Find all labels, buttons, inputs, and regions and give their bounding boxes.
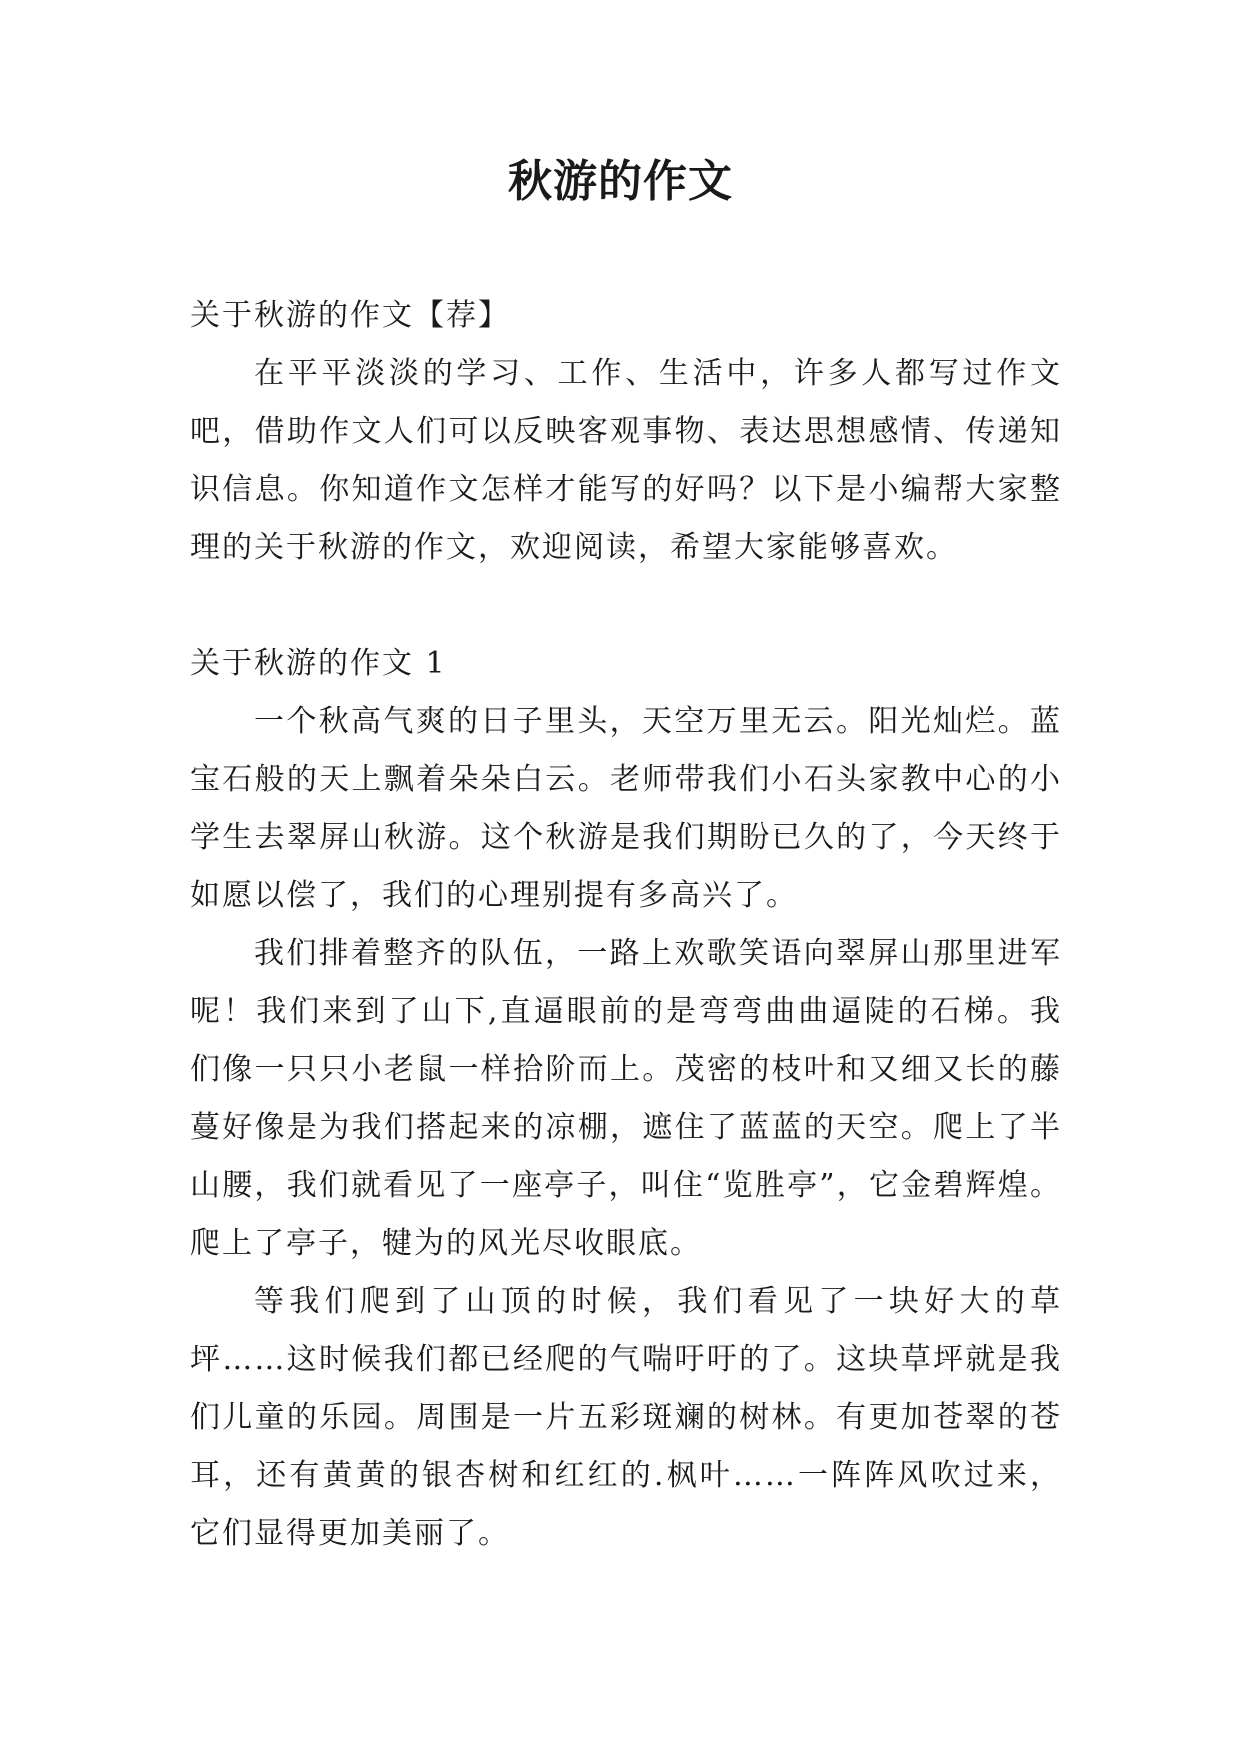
body-paragraph-2: 我们排着整齐的队伍，一路上欢歌笑语向翠屏山那里进军呢！我们来到了山下,直逼眼前的是弯弯曲曲逼陡的石梯。我们像一只只小老鼠一样拾阶而上。茂密的枝叶和又细又长的藤蔓好像是为我们搭起来的凉棚，遮住了蓝蓝的天空。爬上了半山腰，我们就看见了一座亭子，叫住“览胜亭”，它金碧辉煌。爬上了亭子，犍为的风光尽收眼底。 [190,936,1062,1261]
body-paragraph-1: 一个秋高气爽的日子里头，天空万里无云。阳光灿烂。蓝宝石般的天上飘着朵朵白云。老师带我们小石头家教中心的小学生去翠屏山秋游。这个秋游是我们期盼已久的了，今天终于如愿以偿了，我们的心理别提有多高兴了。 [190,704,1062,913]
document-title: 秋游的作文 [508,156,733,207]
intro-heading: 关于秋游的作文【荐】 [190,298,510,333]
intro-paragraph: 在平平淡淡的学习、工作、生活中，许多人都写过作文吧，借助作文人们可以反映客观事物、表达思想感情、传递知识信息。你知道作文怎样才能写的好吗？以下是小编帮大家整理的关于秋游的作文，欢迎阅读，希望大家能够喜欢。 [190,356,1062,565]
paragraph-gap [190,577,1062,635]
body-paragraph-3: 等我们爬到了山顶的时候，我们看见了一块好大的草坪……这时候我们都已经爬的气喘吁吁的了。这块草坪就是我们儿童的乐园。周围是一片五彩斑斓的树林。有更加苍翠的苍耳，还有黄黄的银杏树和红红的.枫叶……一阵阵风吹过来，它们显得更加美丽了。 [190,1284,1062,1551]
section-heading: 关于秋游的作文 1 [190,646,447,681]
document-body [190,287,1062,1563]
